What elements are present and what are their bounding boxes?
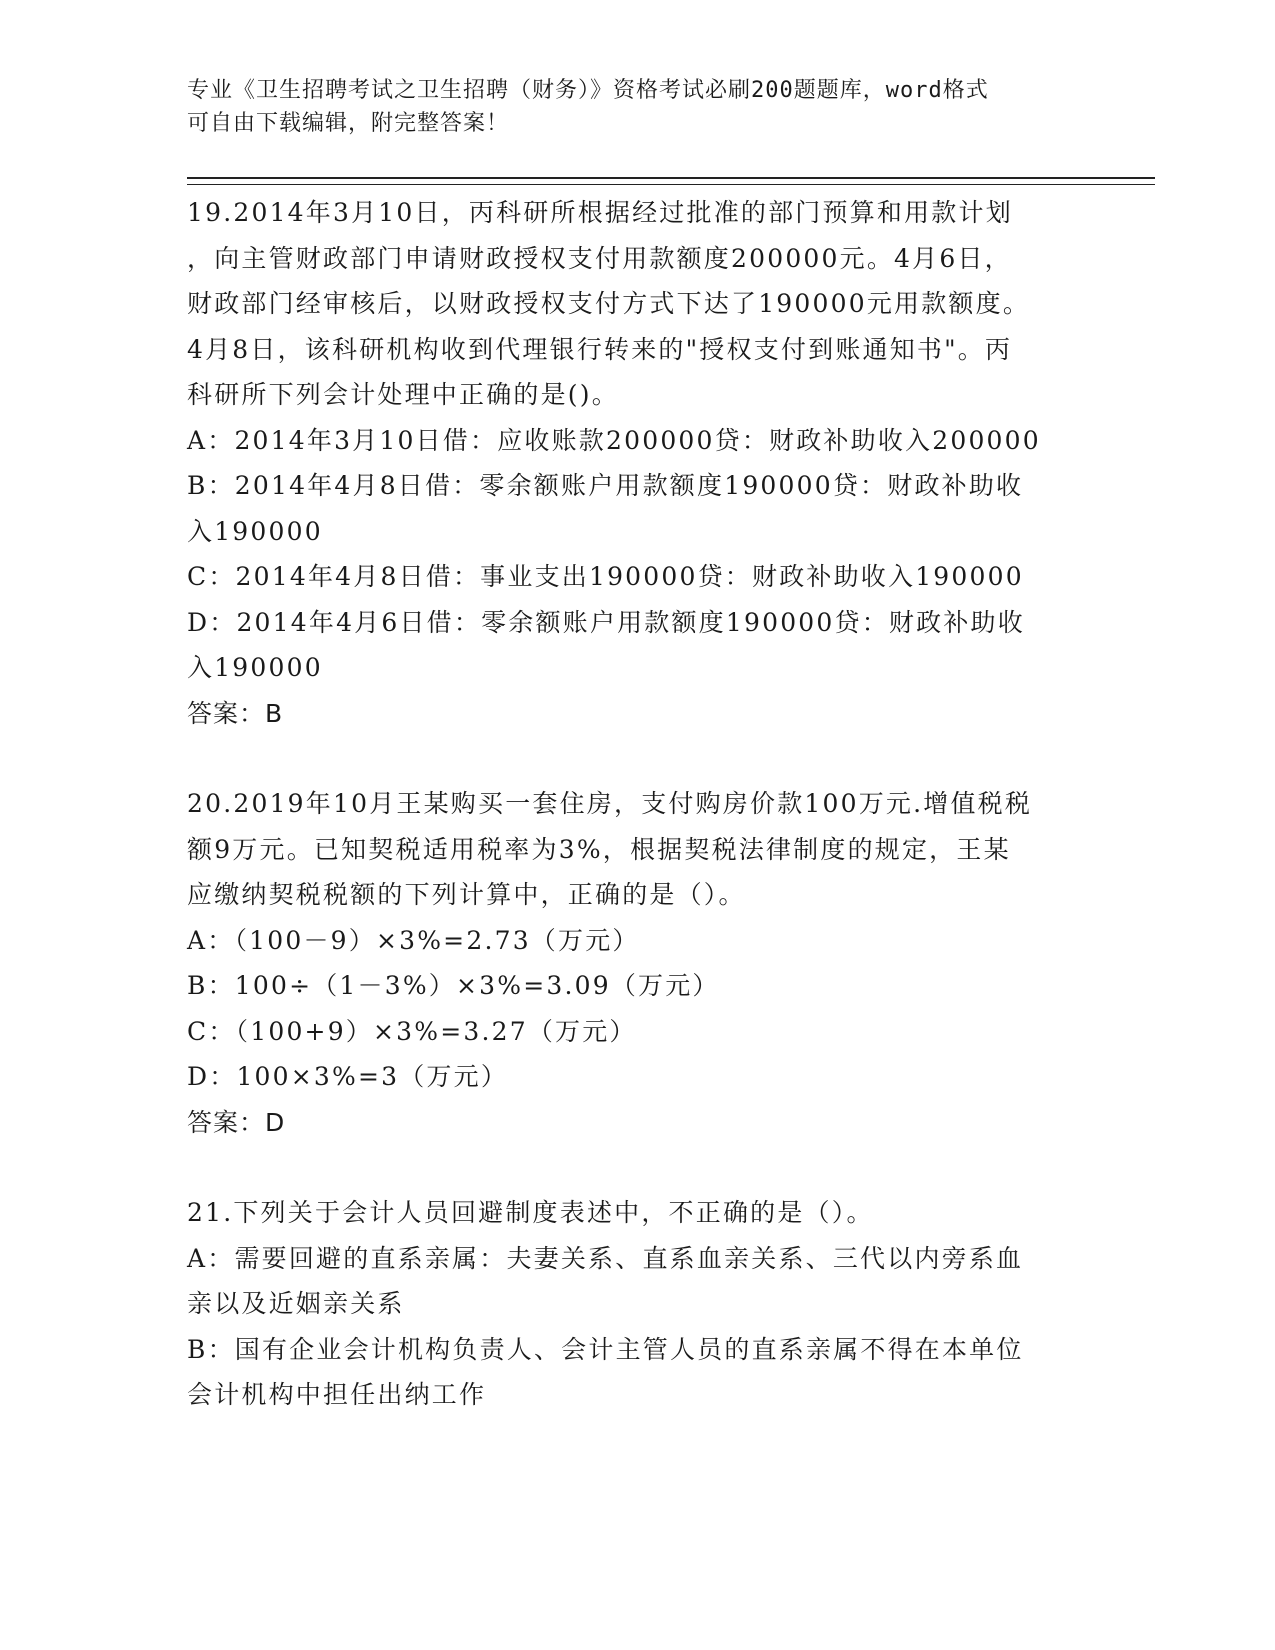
- header-line-1: 专业《卫生招聘考试之卫生招聘（财务）》资格考试必刷200题题库，word格式: [187, 78, 989, 103]
- option-c: C：2014年4月8日借：事业支出190000贷：财政补助收入190000: [187, 562, 1024, 591]
- answer-label: 答案：D: [187, 1107, 286, 1137]
- option-d-continued: 入190000: [187, 653, 323, 682]
- question-19: [187, 190, 1087, 736]
- option-d: D：2014年4月6日借：零余额账户用款额度190000贷：财政补助收: [187, 607, 1025, 637]
- question-list: [187, 190, 1087, 1418]
- option-b: B：国有企业会计机构负责人、会计主管人员的直系亲属不得在本单位: [187, 1334, 1024, 1364]
- spacer: [187, 736, 1087, 781]
- question-text-line: 19.2014年3月10日，丙科研所根据经过批准的部门预算和用款计划: [187, 198, 1013, 227]
- question-text-line: 20.2019年10月王某购买一套住房，支付购房价款100万元.增值税税: [187, 789, 1033, 818]
- question-text-line: 额9万元。已知契税适用税率为3%，根据契税法律制度的规定，王某: [187, 834, 1011, 864]
- option-a: A：需要回避的直系亲属：夫妻关系、直系血亲关系、三代以内旁系血: [187, 1243, 1024, 1273]
- question-text-line: 21.下列关于会计人员回避制度表述中，不正确的是（）。: [187, 1198, 874, 1227]
- option-a: A：（100－9）×3%=2.73（万元）: [187, 925, 640, 955]
- question-text-line: 财政部门经审核后，以财政授权支付方式下达了190000元用款额度。: [187, 289, 1031, 318]
- question-text-line: 4月8日，该科研机构收到代理银行转来的"授权支付到账通知书"。丙: [187, 334, 1013, 364]
- question-text-line: ，向主管财政部门申请财政授权支付用款额度200000元。4月6日，: [187, 243, 1012, 273]
- option-b: B：100÷（1－3%）×3%=3.09（万元）: [187, 971, 720, 1000]
- option-a: A：2014年3月10日借：应收账款200000贷：财政补助收入200000: [187, 425, 1041, 455]
- question-20: [187, 781, 1087, 1145]
- spacer: [187, 1145, 1087, 1190]
- question-text-line: 应缴纳契税税额的下列计算中，正确的是（）。: [187, 880, 746, 909]
- document-header: [187, 74, 1067, 140]
- question-text-line: 科研所下列会计处理中正确的是()。: [187, 380, 619, 409]
- option-d: D：100×3%=3（万元）: [187, 1062, 509, 1091]
- option-a-continued: 亲以及近姻亲关系: [187, 1289, 405, 1318]
- header-divider-thick: [187, 177, 1155, 179]
- question-21: [187, 1190, 1087, 1418]
- header-divider-thin: [187, 184, 1155, 185]
- option-b: B：2014年4月8日借：零余额账户用款额度190000贷：财政补助收: [187, 471, 1024, 500]
- header-line-2: 可自由下载编辑，附完整答案！: [187, 111, 510, 136]
- option-b-continued: 会计机构中担任出纳工作: [187, 1380, 487, 1409]
- option-b-continued: 入190000: [187, 516, 323, 546]
- option-c: C：（100+9）×3%=3.27（万元）: [187, 1016, 637, 1046]
- answer-label: 答案：B: [187, 698, 284, 728]
